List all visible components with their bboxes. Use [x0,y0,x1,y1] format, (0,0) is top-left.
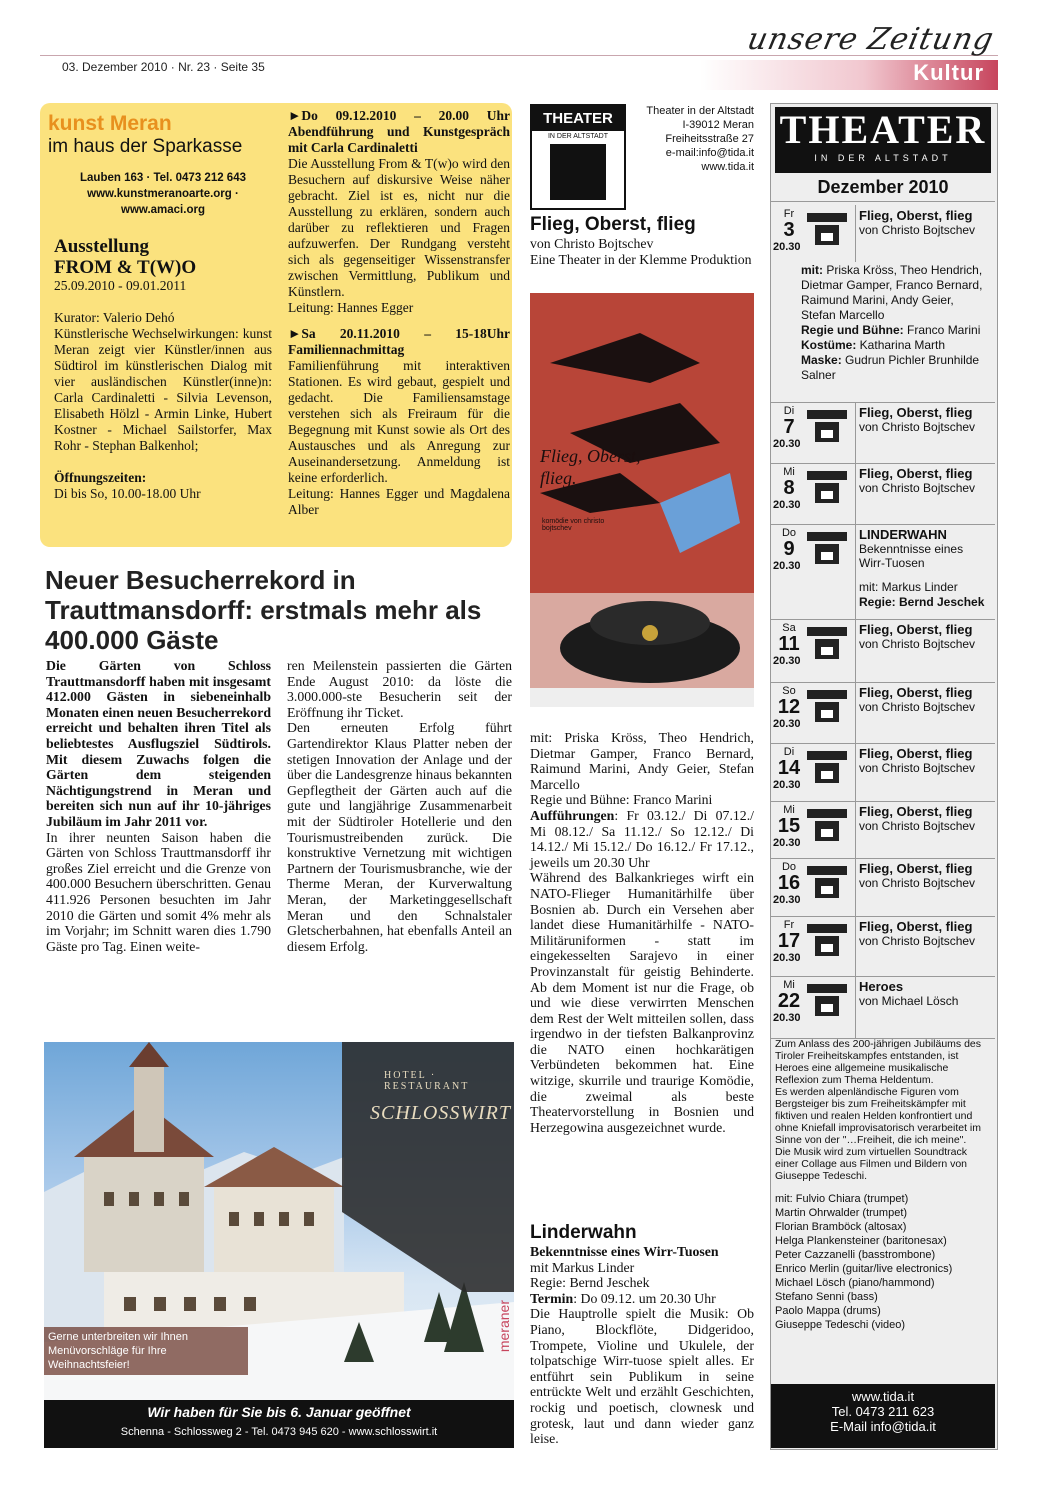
tida-contact-line: Theater in der Altstadt [646,105,754,117]
event1-lead: Leitung: Hannes Egger [288,300,414,315]
exhibit-curator: Kurator: Valerio Dehó [54,310,175,325]
theater-logo-icon [805,864,849,900]
cast-line [801,263,991,323]
event-title: Flieg, Oberst, flieg [859,919,973,934]
event-with: mit: Markus Linder [859,580,958,594]
event-subtitle: von Christo Bojtschev [859,934,976,948]
event-divider [855,916,856,976]
schedule-logo-text: THEATER [779,107,987,152]
play2-dir: Regie: Bernd Jeschek [530,1275,650,1291]
kunst-subtitle: im haus der Sparkasse [48,136,243,157]
event-day-number: 7 [783,416,795,438]
event-title: Flieg, Oberst, flieg [859,405,973,420]
play1-desc: Eine Theater in der Klemme Produktion [530,251,752,267]
play1-story: Während des Balkankrieges wirft ein NATO-Flieger Humanitärhilfe über Bosnien ab. Durch ein Versehen aber landet diese Humanitärhilfe - NATO-Militäruniformen - statt im eingekesselten Sarajevo in einer Provinzanstalt für geistig Behinderte. Ab dem Moment ist nur die Frage, ob und wie diese verwirrten Menschen dem Rest der Welt mitteilen sollen, dass irgendwo in der tiefsten Balkanprovinz die NATO einen hochkarätigen Verbündeten bekommen hat. Eine witzige, skurrile und traurige Komödie, die zweimal als beste Theatervorstellung in Bosnien und Herzegowina ausgezeichnet wurde. [530,870,754,1135]
event-date [775,527,803,559]
theater-logo-icon [805,807,849,843]
heroes-text-3: Die Musik wird zum virtuellen Soundtrack einer Collage aus Filmen und Bildern von Giuseppe Tedeschi. [775,1146,968,1182]
event-subtitle: von Christo Bojtschev [859,420,976,434]
event-divider [855,976,856,1038]
event-weekday: Mi [783,979,795,991]
event-time: 20.30 [773,499,801,511]
musician-line: Martin Ohrwalder (trumpet) [775,1207,908,1219]
play2-sub: Bekenntnisse eines Wirr-Tuosen [530,1244,719,1259]
event-divider [855,463,856,524]
event-time: 20.30 [773,1012,801,1024]
event-date [775,861,803,893]
schedule-month: Dezember 2010 [771,177,995,202]
theater-logo-icon [805,211,849,247]
event-title: Flieg, Oberst, flieg [859,208,973,223]
cast-label: mit: [801,263,823,277]
musician-line: Giuseppe Tedeschi (video) [775,1319,906,1331]
kunst-address [48,170,278,218]
event-time: 20.30 [773,952,801,964]
heroes-info [775,1038,993,1332]
ad-brand: SCHLOSSWIRT [370,1102,512,1124]
event-direction: Regie: Bernd Jeschek [859,595,985,609]
schedule-logo [775,107,991,173]
play2-desc: Die Hauptrolle spielt die Musik: Ob Piano, Blockflöte, Didgeridoo, Trompete, Violine und Ukulele, der tolpatschige Wirr-tuose spielt alles. Er entführt sein Publikum in seine entrückte Welt und erzählt Geschichten, rockig und poetisch, clownesk und grotesk, laut und dann wieder ganz leise. [530,1306,754,1447]
play1-title: Flieg, Oberst, flieg [530,214,696,235]
tida-logo-text: THEATER [532,106,624,131]
cast-line [801,323,991,338]
schedule-event [771,524,995,620]
tida-contact-line: e-mail:info@tida.it [665,147,754,159]
event-day-number: 3 [783,219,795,241]
musician-line: Enrico Merlin (guitar/live electronics) [775,1263,953,1275]
hours-label-text: Öffnungszeiten [54,470,142,485]
tida-logo-block-icon [550,144,606,200]
poster-small: komödie von christo bojtschev [542,518,605,532]
schedule-event [771,463,995,525]
article-lead: Die Gärten von Schloss Trauttmansdorff haben mit insgesamt 412.000 Gästen in siebeneinhalb Monaten einen neuen Besucherrekord erreicht und behalten ihren Titel als beliebtestes Ausflugsziel Südtirols. Mit diesem Zuwachs folgen die Gärten dem steigenden Nächtigungstrend in Meran und bereiten sich nun auf ihr 10-jähriges Jubiläum im Jahr 2011 vor. [46,658,271,829]
event-title: Flieg, Oberst, flieg [859,685,973,700]
event2-text: Familienführung mit interaktiven Stationen. Es wird gebaut, gespielt und gedacht. Die Familiensamstage verstehen sich als Freiraum für die Begegnung mit Kunst sowie als Ort des Austausches und als Anregung zur Auseinandersetzung. Anmeldung ist keine erforderlich. [288,358,510,485]
theater-logo-icon [805,982,849,1018]
event-time: 20.30 [773,560,801,572]
ad-open: Wir haben für Sie bis 6. Januar geöffnet [147,1404,411,1420]
musician-line: mit: Fulvio Chiara (trumpet) [775,1193,909,1205]
exhibit-heading-1: Ausstellung [54,236,150,257]
play2-block [530,1222,754,1447]
cast-label: Regie und Bühne: [801,323,904,337]
musician-line: Peter Cazzanelli (basstrombone) [775,1249,936,1261]
event-time: 20.30 [773,438,801,450]
play2-term-value: Do 09.12. um 20.30 Uhr [580,1290,716,1306]
play2-term: Termin: Do 09.12. um 20.30 Uhr [530,1290,716,1306]
event-weekday: Di [783,746,795,758]
event-time: 20.30 [773,241,801,253]
event-subtitle: von Christo Bojtschev [859,481,976,495]
cast-names: Katharina Marth [856,338,946,352]
article-body-3: Den erneuten Erfolg führt Gartendirektor Klaus Platter neben der stetigen Innovation der Anlage und der über die Landesgrenze hinaus bekannten Gepflegtheit der Gärten auch auf die gute und langjährige Zusammenarbeit mit der Südtiroler Hotellerie und den Tourismustreibenden zurück. Die konstruktive Vernetzung mit wichtigen Partnern der Tourismusbranche, wie der Therme Meran, der Kurverwaltung Meran, der Marketinggesellschaft Meran und den Schnalstaler Gletscherbahnen, hat ebenfalls Anteil an diesem Erfolg. [287,720,512,954]
footer-email[interactable]: E-Mail info@tida.it [830,1419,936,1434]
ad-bottom-bar [44,1400,514,1448]
tida-contact-line: Freiheitsstraße 27 [665,133,754,145]
play2-title: Linderwahn [530,1222,637,1243]
event-divider [855,858,856,916]
event-divider [855,524,856,619]
cast-names: Gudrun Pichler Brunhilde Salner [801,353,980,382]
event-extra [859,580,984,610]
musician-line: Helga Plankensteiner (baritonesax) [775,1235,947,1247]
article-column-1 [46,658,271,954]
event-date [775,804,803,836]
exhibit-description: Künstlerische Wechselwirkungen: kunst Meran zeigt vier Künstler/innen aus Südtirol im künstlerischen Dialog mit vier ausländischen Künstler(inne)n: Carla Cardinaletti - Silvia Levenson, Elisabeth Hölzl - Armin Linke, Hubert Kostner - Michael Sailstorfer, Max Rohr - Stephan Balkenhol; [54,326,272,453]
play1-author: von Christo Bojtschev [530,236,654,251]
footer-web[interactable]: www.tida.it [851,1389,915,1404]
ad-vertical-text: meraner [496,1300,512,1353]
play2-term-label: Termin [530,1290,574,1306]
kunst-right-column [288,108,510,518]
ad-contact: Schenna - Schlossweg 2 - Tel. 0473 945 620 - www.schlosswirt.it [120,1426,438,1438]
hours-value: Di bis So, 10.00-18.00 Uhr [54,486,201,501]
schedule-event [771,916,995,977]
event-date [775,208,803,240]
play1-cast: mit: Priska Kröss, Theo Hendrich, Dietmar Gamper, Franco Bernard, Raimund Marini, Andy Geier, Stefan Marcello [530,730,754,792]
event-date [775,405,803,437]
schedule-logo-sub: IN DER ALTSTADT [814,153,952,163]
event-title: Flieg, Oberst, flieg [859,861,973,876]
play1-details [530,730,754,1135]
event-date [775,466,803,498]
cast-line [801,338,991,353]
event-date [775,622,803,654]
event-divider [855,801,856,858]
schedule-event [771,976,995,1039]
schedule-footer [771,1384,995,1448]
heroes-musicians [775,1192,993,1332]
event-divider [855,205,856,262]
event-title: LINDERWAHN [859,527,947,542]
schedule-event [771,858,995,917]
ad-brand-top: HOTEL · RESTAURANT [384,1070,470,1092]
event-day-number: 17 [777,930,801,952]
poster-title: Flieg, Oberst, flieg. [540,446,641,488]
heroes-text-2: Es werden alpenländische Figuren vom Bergsteiger bis zum Freiheitskämpfer mit fiktiven und realen Helden konfrontiert und ohne Kniefall improvisatorisch verarbeitet im Sinne von der "…Freiheit, die ich meine". [775,1086,982,1146]
event-subtitle: von Christo Bojtschev [859,700,976,714]
event-day-number: 16 [777,872,801,894]
event-day-number: 15 [777,815,801,837]
event-date [775,979,803,1011]
newspaper-logo: unsere Zeitung [744,22,998,57]
event-date [775,746,803,778]
schedule-event [771,402,995,464]
footer-phone: Tel. 0473 211 623 [831,1404,935,1419]
section-title: Kultur [913,60,984,85]
cast-names: Franco Marini [903,323,981,337]
exhibit-heading [54,236,278,278]
event-divider [855,402,856,463]
event-subtitle: von Christo Bojtschev [859,223,976,237]
event-weekday: Mi [783,466,795,478]
event-weekday: Fr [783,208,795,220]
event-weekday: Do [781,527,797,539]
event-cast [801,263,991,383]
event-divider [855,682,856,743]
schedule-event [771,682,995,744]
event-day-number: 22 [777,990,801,1012]
event-date [775,919,803,951]
event-time: 20.30 [773,894,801,906]
event-weekday: So [782,685,796,697]
event-divider [855,743,856,801]
event-divider [855,619,856,682]
play1-direction: Regie und Bühne: Franco Marini [530,792,713,808]
performances-label: Aufführungen [530,807,615,823]
tida-logo [530,104,626,210]
event-subtitle: von Christo Bojtschev [859,637,976,651]
performances-value: Fr 03.12./ Di 07.12./ Mi 08.12./ Sa 11.12./ So 12.12./ Di 14.12./ Mi 15.12./ Do 16.12./ Fr 17.12., jeweils um 20.30 Uhr [530,807,754,870]
event-subtitle: von Christo Bojtschev [859,876,976,890]
theater-logo-icon [805,922,849,958]
exhibit-heading-2: FROM & T(W)O [54,257,197,278]
event-time: 20.30 [773,837,801,849]
event-day-number: 9 [783,538,795,560]
theater-logo-icon [805,625,849,661]
event-title: Heroes [859,979,904,994]
schedule-event [771,205,995,403]
event-weekday: Do [781,861,797,873]
musician-line: Paolo Mappa (drums) [775,1305,881,1317]
play1-header [530,214,754,267]
event-day-number: 14 [777,757,801,779]
theater-logo-icon [805,530,849,566]
event-day-number: 11 [778,633,800,655]
schedule-event [771,619,995,683]
event-weekday: Di [783,405,795,417]
event1-heading: ►Do 09.12.2010 – 20.00 Uhr Abendführung und Kunstgespräch mit Carla Cardinaletti [288,108,510,155]
event-title: Flieg, Oberst, flieg [859,746,973,761]
kunst-address-line: Lauben 163 · Tel. 0473 212 643 [80,172,246,184]
event-title: Flieg, Oberst, flieg [859,804,973,819]
tida-logo-sub: IN DER ALTSTADT [547,133,609,140]
ad-note: Gerne unterbreiten wir Ihnen Menüvorschläge für Ihre Weihnachtsfeier! [44,1327,248,1375]
hours-label: Öffnungszeiten: [54,470,147,485]
cast-line [801,353,991,383]
heroes-text-1: Zum Anlass des 200-jährigen Jubiläums des Tiroler Freiheitskampfes entstanden, ist Heroes eine allgemeine musikalische Reflexion zum Thema Heldentum. [775,1038,982,1086]
cast-label: Maske: [801,353,842,367]
event-weekday: Mi [783,804,795,816]
musician-line: Michael Lösch (piano/hammond) [775,1277,935,1289]
schedule-event [771,743,995,802]
event-day-number: 8 [783,477,795,499]
tida-contact-line: www.tida.it [701,161,754,173]
tida-contact [630,104,754,174]
schedule-event [771,801,995,859]
article-column-2 [287,658,512,954]
event-date [775,685,803,717]
event-title: Flieg, Oberst, flieg [859,466,973,481]
theater-logo-icon [805,688,849,724]
tida-contact-line: I-39012 Meran [682,119,754,131]
exhibit-dates: 25.09.2010 - 09.01.2011 [54,278,187,293]
issue-date: 03. Dezember 2010 · Nr. 23 · Seite 35 [62,60,265,74]
event-subtitle: von Christo Bojtschev [859,819,976,833]
theater-logo-icon [805,408,849,444]
event-subtitle: Bekenntnisse eines Wirr-Tuosen [859,542,964,570]
article-body-2: ren Meilenstein passierten die Gärten Ende August 2010: da löste die 3.000.000-ste Besucherin seit der Eröffnung ihr Ticket. [287,658,512,720]
event-time: 20.30 [773,779,801,791]
cast-names: Priska Kröss, Theo Hendrich, Dietmar Gamper, Franco Bernard, Raimund Marini, Andy Geier, Stefan Marcello [801,263,983,322]
play1-performances: Aufführungen: Fr 03.12./ Di 07.12./ Mi 08.12./ Sa 11.12./ So 12.12./ Di 14.12./ Mi 15.12./ Do 16.12./ Fr 17.12., jeweils um 20.30 Uhr [530,807,754,870]
cast-label: Kostüme: [801,338,857,352]
event-subtitle: von Michael Lösch [859,994,959,1008]
event-time: 20.30 [773,718,801,730]
event2-lead: Leitung: Hannes Egger und Magdalena Alber [288,486,510,517]
theater-logo-icon [805,749,849,785]
event2-heading: ►Sa 20.11.2010 – 15-18Uhr Familiennachmittag [288,326,510,357]
event-weekday: Sa [782,622,796,634]
event1-text: Die Ausstellung From & T(w)o wird den Besuchern auf diskursive Weise näher gebracht. Ziel ist es, nicht nur die Ausstellung zu erklären, sondern auch darüber zu reflektieren und Fragen aufzuwerfen. Der Rundgang versteht sich als gegenseitiger Wissenstransfer zwischen Vermittlung, Publikum und Künstlern. [288,156,510,299]
musician-line: Stefano Senni (bass) [775,1291,878,1303]
play2-with: mit Markus Linder [530,1259,635,1275]
event-weekday: Fr [783,919,795,931]
event-title: Flieg, Oberst, flieg [859,622,973,637]
event-subtitle: von Christo Bojtschev [859,761,976,775]
musician-line: Florian Bramböck (altosax) [775,1221,907,1233]
event-time: 20.30 [773,655,801,667]
play-poster [530,293,754,707]
article-headline: Neuer Besucherrekord in Trauttmansdorff: erstmals mehr als 400.000 Gäste [45,565,482,655]
kunst-title: kunst Meran [48,112,172,135]
theater-logo-icon [805,469,849,505]
schlosswirt-ad[interactable] [44,1042,514,1448]
poster-art-icon [530,293,754,707]
kunst-web-line: www.kunstmeranoarte.org · www.amaci.org [87,188,239,216]
article-body-1: In ihrer neunten Saison haben die Gärten von Schloss Trauttmansdorff ihr großes Ziel erreicht und die Grenze von 400.000 Besuchern überschritten. Genau 411.926 Personen besuchten im Jahr 2010 die Gärten und somit 4% mehr als im Vorjahr; im Schnitt waren dies 1.790 Gäste pro Tag. Einen weite- [46,829,271,954]
event-day-number: 12 [777,696,801,718]
kunst-left-column [48,112,278,502]
